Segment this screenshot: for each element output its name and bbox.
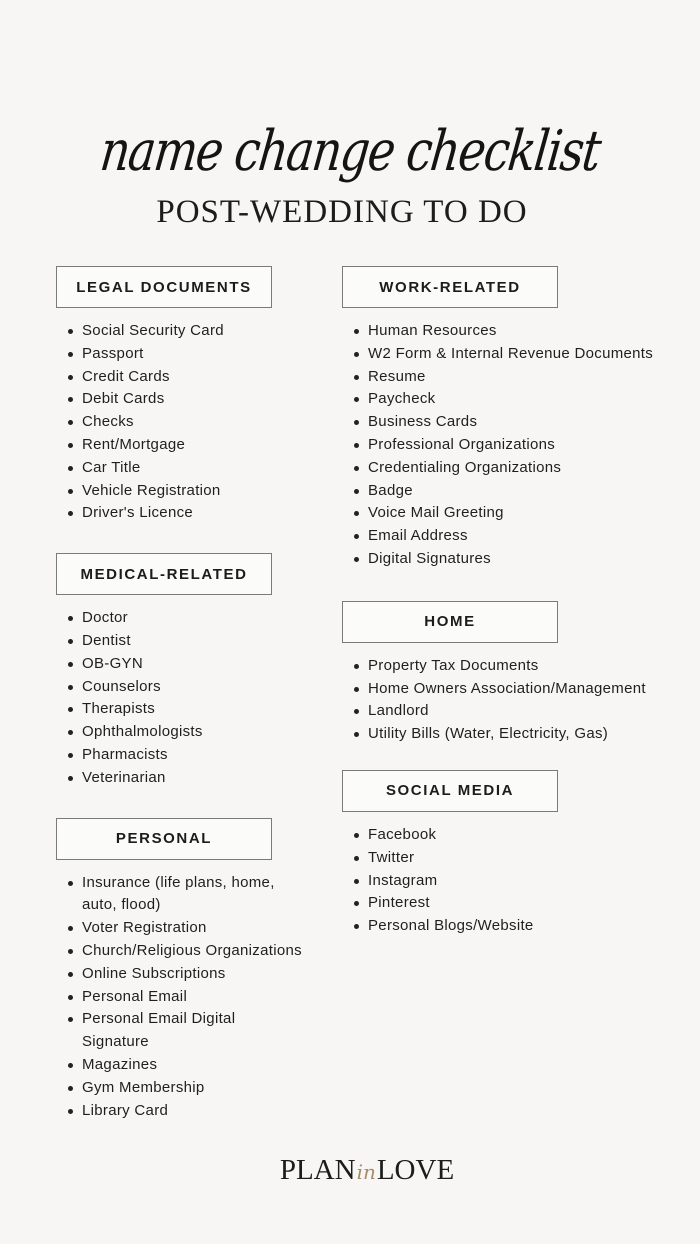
brand-logo: [0, 1150, 700, 1192]
section-heading-home: HOME: [342, 601, 558, 643]
list-item: Credit Cards: [68, 366, 336, 389]
list-item: Insurance (life plans, home, auto, flood): [68, 872, 306, 918]
list-item: Home Owners Association/Management: [354, 678, 682, 701]
work-list: [342, 320, 682, 571]
list-item: Doctor: [68, 607, 336, 630]
list-item: Voice Mail Greeting: [354, 502, 682, 525]
list-item: Twitter: [354, 847, 682, 870]
list-item: Pinterest: [354, 892, 682, 915]
list-item: Paycheck: [354, 388, 682, 411]
list-item: Business Cards: [354, 411, 682, 434]
list-item: Utility Bills (Water, Electricity, Gas): [354, 723, 682, 746]
list-item: Credentialing Organizations: [354, 457, 682, 480]
social-list: [342, 824, 682, 938]
section-heading-social: SOCIAL MEDIA: [342, 770, 558, 812]
list-item: Rent/Mortgage: [68, 434, 336, 457]
logo-text-plan: PLAN: [279, 1154, 356, 1186]
list-item: Library Card: [68, 1100, 306, 1123]
left-column: [56, 266, 336, 1122]
list-item: Email Address: [354, 525, 682, 548]
page-subtitle: POST-WEDDING TO DO: [156, 194, 528, 230]
list-item: Car Title: [68, 457, 336, 480]
list-item: Ophthalmologists: [68, 721, 336, 744]
right-column: [342, 266, 682, 938]
logo-text-love: LOVE: [376, 1154, 455, 1186]
medical-list: [56, 607, 336, 789]
section-social-media: [342, 770, 682, 938]
list-item: Professional Organizations: [354, 434, 682, 457]
list-item: Dentist: [68, 630, 336, 653]
list-item: Personal Email: [68, 986, 306, 1009]
section-legal-documents: [56, 266, 336, 525]
list-item: Facebook: [354, 824, 682, 847]
list-item: Voter Registration: [68, 917, 306, 940]
list-item: Property Tax Documents: [354, 655, 682, 678]
list-item: Vehicle Registration: [68, 480, 336, 503]
list-item: Passport: [68, 343, 336, 366]
section-work-related: [342, 266, 682, 571]
list-item: Gym Membership: [68, 1077, 306, 1100]
list-item: Personal Blogs/Website: [354, 915, 682, 938]
list-item: Instagram: [354, 870, 682, 893]
list-item: Online Subscriptions: [68, 963, 306, 986]
section-home: [342, 601, 682, 746]
list-item: Badge: [354, 480, 682, 503]
list-item: Digital Signatures: [354, 548, 682, 571]
list-item: Therapists: [68, 698, 336, 721]
list-item: W2 Form & Internal Revenue Documents: [354, 343, 682, 366]
section-personal: [56, 818, 336, 1123]
section-heading-personal: PERSONAL: [56, 818, 272, 860]
page-title: name change checklist: [96, 119, 604, 184]
list-item: Checks: [68, 411, 336, 434]
list-item: Counselors: [68, 676, 336, 699]
home-list: [342, 655, 682, 746]
legal-list: [56, 320, 336, 525]
list-item: Landlord: [354, 700, 682, 723]
logo-text-in: in: [356, 1160, 376, 1184]
section-heading-medical: MEDICAL-RELATED: [56, 553, 272, 595]
list-item: Social Security Card: [68, 320, 336, 343]
list-item: Magazines: [68, 1054, 306, 1077]
list-item: Human Resources: [354, 320, 682, 343]
list-item: Personal Email Digital Signature: [68, 1008, 306, 1054]
list-item: Veterinarian: [68, 767, 336, 790]
personal-list: [56, 872, 306, 1123]
list-item: Driver's Licence: [68, 502, 336, 525]
list-item: Debit Cards: [68, 388, 336, 411]
section-medical-related: [56, 553, 336, 789]
list-item: OB-GYN: [68, 653, 336, 676]
list-item: Church/Religious Organizations: [68, 940, 306, 963]
section-heading-work: WORK-RELATED: [342, 266, 558, 308]
section-heading-legal: LEGAL DOCUMENTS: [56, 266, 272, 308]
list-item: Pharmacists: [68, 744, 336, 767]
list-item: Resume: [354, 366, 682, 389]
